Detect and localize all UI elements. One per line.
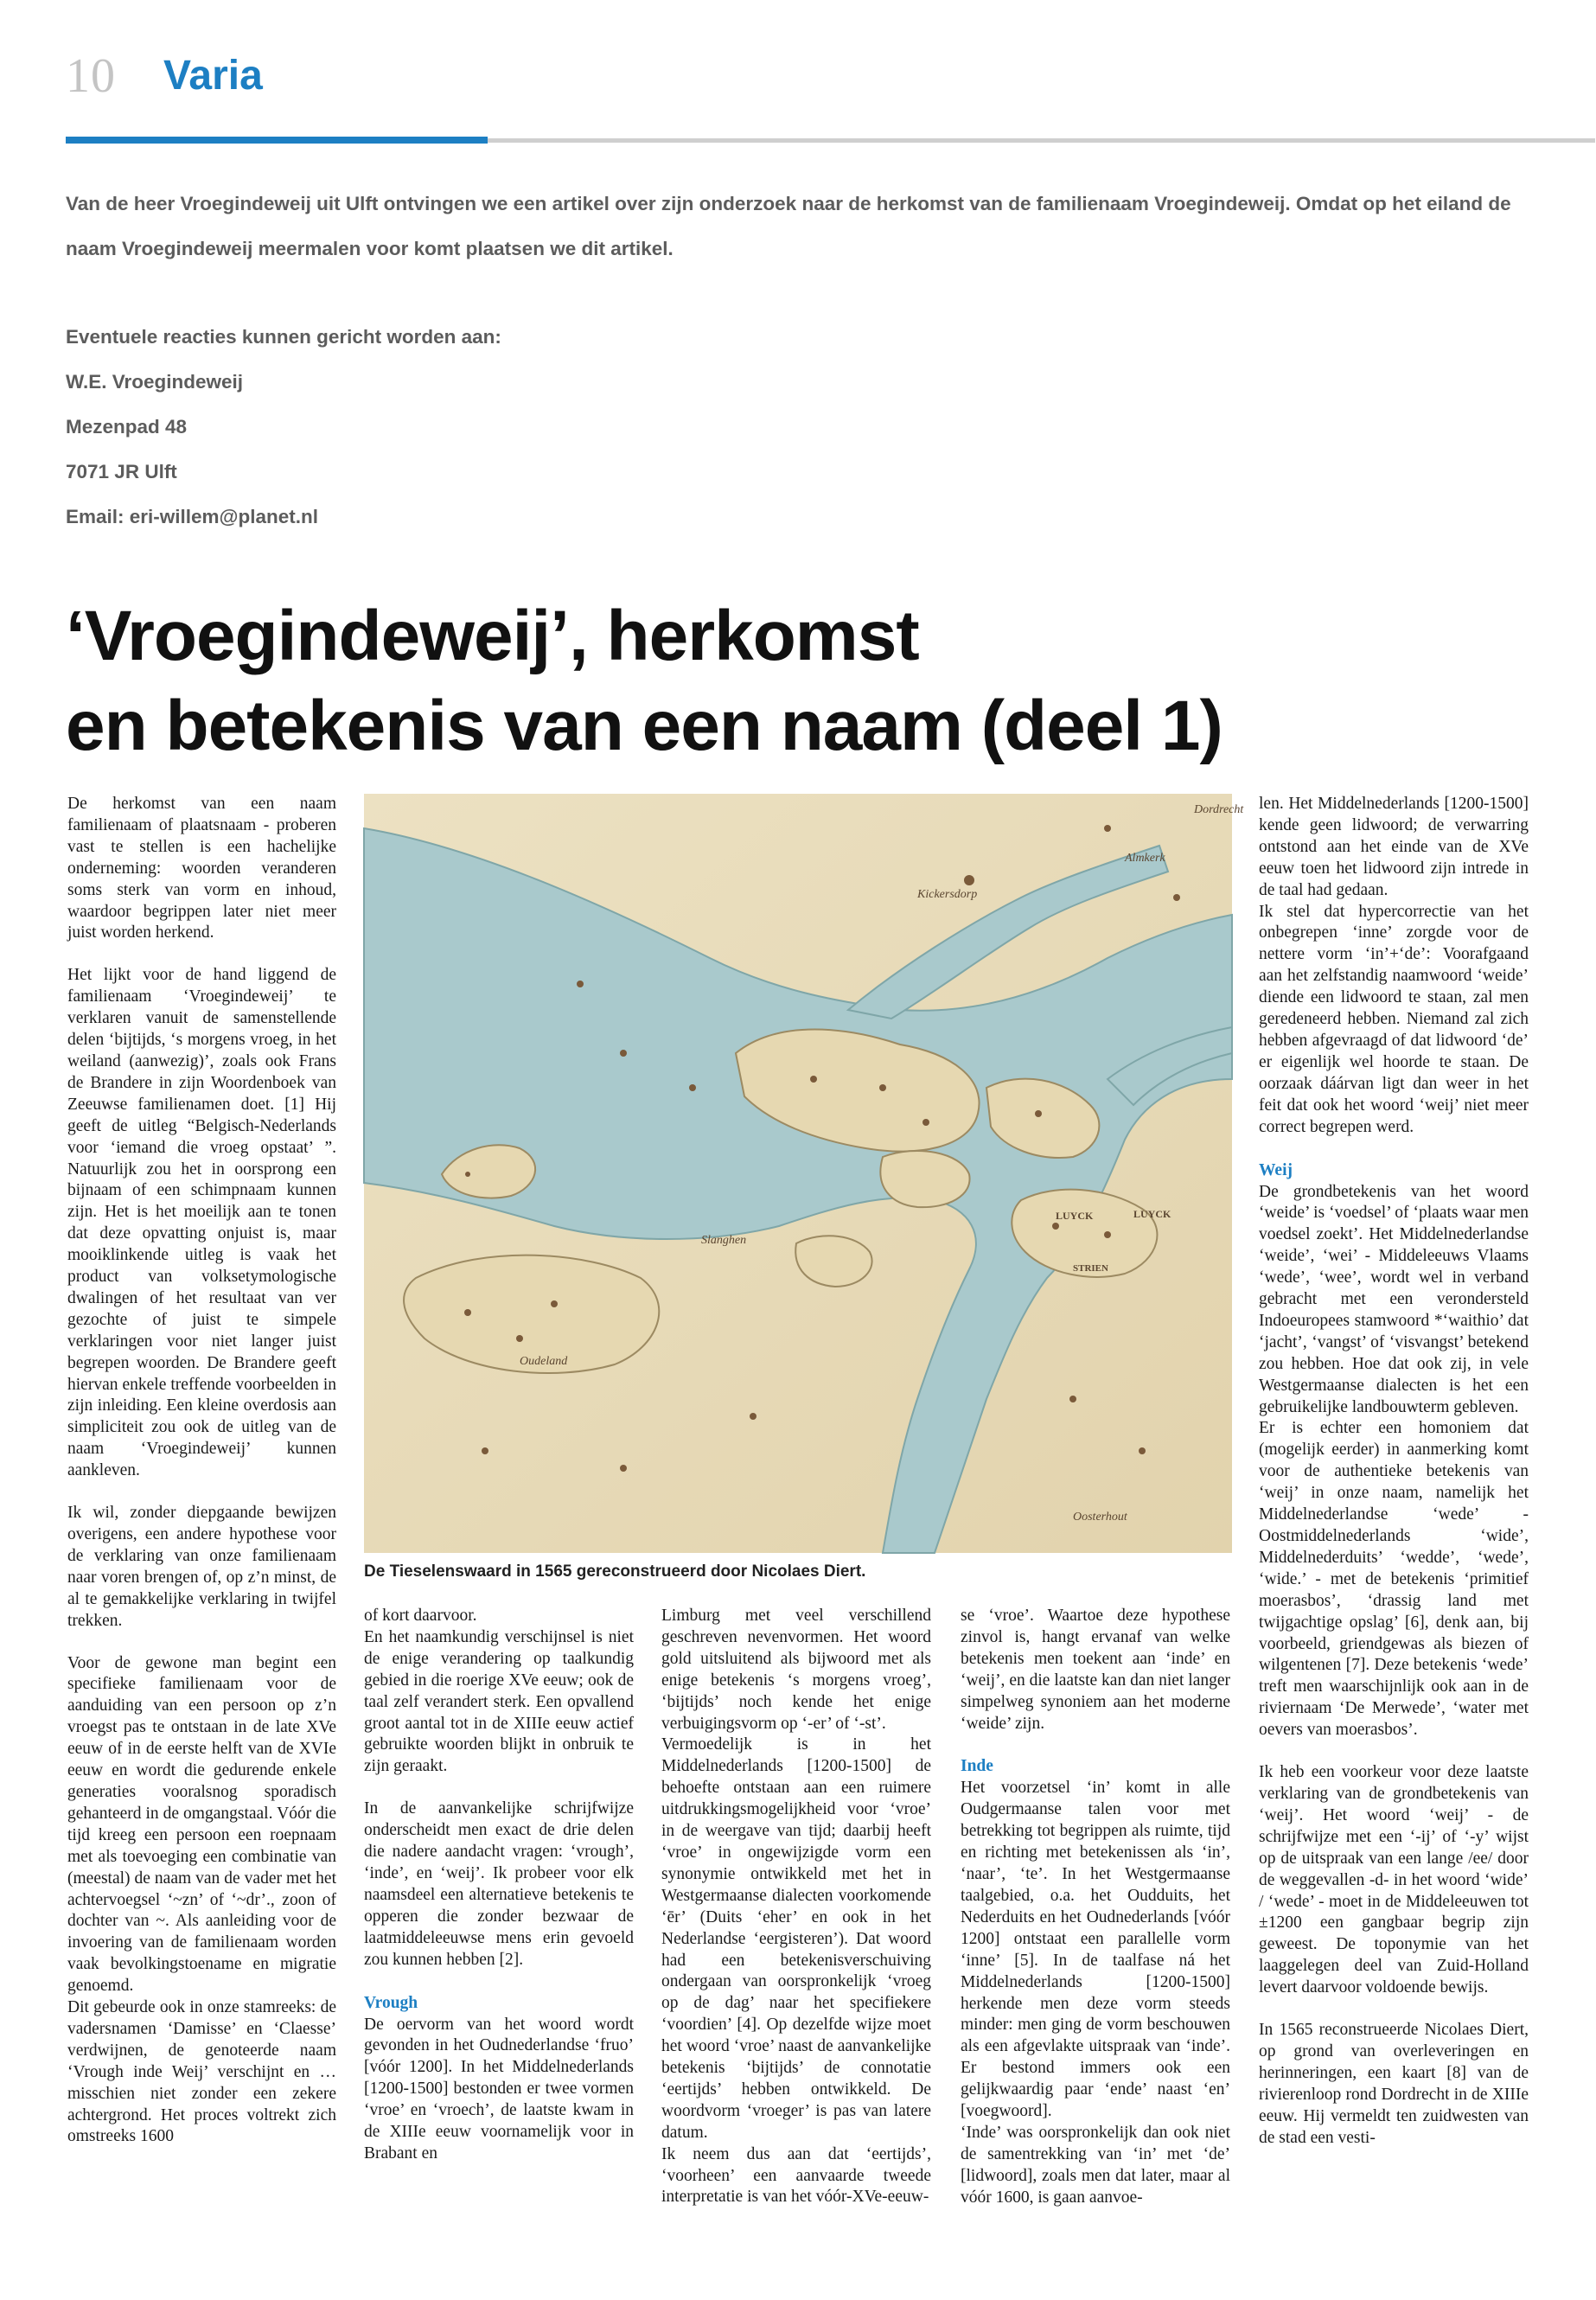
map-label: Slanghen [701,1234,747,1247]
map-label: Almkerk [1125,852,1165,865]
paragraph: Voor de gewone man begint een specifieke familienaam voor de aanduiding van een persoon op z’n vroegst pas te ontstaan in de late XVe eeuw of in de eerste helft van de XVIe eeuw en wordt die gedurende enkele generaties vooralsnog sporadisch gehanteerd in de omgangstaal. Vóór die tijd kreeg een persoon een roepnaam met als toevoeging een combinatie van (meestal) de naam van de vader met het achtervoegsel ‘~zn’ of ‘~dr’., zoon of dochter van ~. Als aanleiding voor de invoering van de familienaam worden vaak bevolkingstoename en migratie genoemd. [67,1653,336,1996]
map-label: LUYCK [1056,1210,1094,1222]
contact-block [66,315,501,540]
subheading-weij: Weij [1259,1160,1293,1179]
paragraph: Limburg met veel verschillend geschreven nevenvormen. Het woord gold uitsluitend als bijwoord met als enige betekenis ‘s morgens vroeg’, ‘bijtijds’ noch kende het enige verbuigingsvorm op ‘-er’ of ‘-st’. [661,1607,931,1733]
map-label: LUYCK [1133,1208,1171,1220]
title-line-1: ‘Vroegindeweij’, herkomst [66,597,919,675]
contact-email: Email: eri-willem@planet.nl [66,506,319,527]
text-column-4 [961,1606,1230,2209]
paragraph: De grondbetekenis van het woord ‘weide’ is ‘voedsel’ of ‘plaats waar men voedsel zoekt’. Het Middelnederlandse ‘weide’, ‘wei’ - Middeleeuws Vlaams ‘wede’, ‘wee’, wordt wel in verband gebracht met een verondersteld Indoeuropees stamwoord *‘waithio’ dat ‘jacht’, ‘vangst’ of ‘visvangst’ betekend zou hebben. Hoe dat ook zij, in vele Westgermaanse dialecten is het een gebruikelijke landbouwterm gebleven. [1259,1182,1529,1416]
subheading-inde: Inde [961,1757,993,1776]
subheading-vrough: Vrough [364,1993,418,2012]
text-column-5 [1259,794,1529,2149]
paragraph: De herkomst van een naam familienaam of plaatsnaam - proberen vast te stellen is een hachelijke onderneming: woorden veranderen soms sterk van vorm en inhoud, waardoor begrippen later niet meer juist worden herkend. [67,795,336,942]
paragraph: Vermoedelijk is in het Middelnederlands [1200-1500] de behoefte ontstaan aan een ruimere uitdrukkingsmogelijkheid voor ‘vroe’ in de weergave van tijd; daarbij heeft ‘vroe’ in ongewijzigde vorm een synonymie ontwikkeld met het in Westgermaanse dialecten voorkomende ‘ēr’ (Duits ‘eher’ en ook in het Nederlandse ‘eergisteren’). Dat woord had een betekenisverschuiving ondergaan van oorspronkelijk ‘vroeg op de dag’ naar het specifiekere ‘voordien’ [4]. Op dezelfde wijze moet het woord ‘vroe’ naast de aanvankelijke betekenis ‘bijtijds’ de connotatie ‘eertijds’ hebben ontwikkeld. De woordvorm ‘vroeger’ is pas van latere datum. [661,1735,931,2142]
paragraph: len. Het Middelnederlands [1200-1500] kende geen lidwoord; de verwarring ontstond aan het einde van de XVe eeuw toen het lidwoord zijn intrede in de taal had gedaan. [1259,795,1529,899]
page-header [66,45,1596,123]
paragraph: En het naamkundig verschijnsel is niet de enige verandering op taalkundig gebied in die roerige XVe eeuw; ook de taal zelf verandert sterk. Een opvallend groot aantal tot in de XIIIe eeuw actief gebruikte woorden blijkt in onbruik te zijn geraakt. [364,1627,634,1776]
text-column-2 [364,1606,634,2165]
paragraph: Ik neem dus aan dat ‘eertijds’, ‘voorheen’ een aanvaarde tweede interpretatie is van het vóór-XVe-eeuw- [661,2144,931,2207]
header-rule-accent [66,137,488,144]
paragraph: Dit gebeurde ook in onze stamreeks: de vadersnamen ‘Damisse’ en ‘Claesse’ verdwijnen, de genoteerde naam ‘Vrough inde Weij’ verschijnt en … misschien niet zonder een zekere achtergrond. Het proces voltrekt zich omstreeks 1600 [67,1998,336,2146]
article-title [66,591,1223,771]
map-label: Kickersdorp [917,888,978,901]
contact-name: W.E. Vroegindeweij [66,371,244,393]
page-number: 10 [66,49,116,103]
map-label: Oudeland [520,1355,568,1368]
paragraph: Ik stel dat hypercorrectie van het onbegrepen ‘inne’ zorgde voor de nettere vorm ‘in’+‘de’: Voorafgaand aan het zelfstandig naamwoord ‘weide’ diende een lidwoord te staan, zal men geredeneerd hebben. Niemand zal zich hebben afgevraagd of dat lidwoord ‘de’ er eigenlijk wel hoorde te staan. De oorzaak dáárvan ligt dan weer in het feit dat ook het woord ‘weij’ niet meer correct begrepen werd. [1259,902,1529,1136]
contact-street: Mezenpad 48 [66,416,188,438]
text-column-1 [67,794,336,2148]
contact-city: 7071 JR Ulft [66,461,177,482]
title-line-2: en betekenis van een naam (deel 1) [66,687,1223,765]
section-title: Varia [163,53,263,99]
header-rule [488,138,1595,143]
text-column-3 [661,1606,931,2208]
paragraph: De oervorm van het woord wordt gevonden in het Oudnederlandse ‘fruo’ [vóór 1200]. In het Middelnederlands [1200-1500] bestonden er twee vormen ‘vroe’ en ‘vroech’, de laatste kwam in de XIIIe eeuw voornamelijk voor in Brabant en [364,2015,634,2163]
map-label: STRIEN [1073,1263,1108,1274]
paragraph: of kort daarvoor. [364,1607,477,1625]
paragraph: In 1565 reconstrueerde Nicolaes Diert, op grond van overleveringen en herinneringen, een kaart [8] van de rivierenloop rond Dordrecht in de XIIIe eeuw. Hij vermeldt ten zuidwesten van de stad een vesti- [1259,2021,1529,2147]
map-label: Dordrecht [1194,803,1244,816]
intro-text: Van de heer Vroegindeweij uit Ulft ontvingen we een artikel over zijn onderzoek naar de herkomst van de familienaam Vroegindeweij. Omdat op het eiland de naam Vroegindeweij meermalen voor komt plaatsen we dit artikel. [66,193,1511,259]
editor-intro [66,182,1535,272]
paragraph: Ik heb een voorkeur voor deze laatste verklaring van de grondbetekenis van ‘weij’. Het woord ‘weij’ - de schrijfwijze met een ‘-ij’ of ‘-y’ wijst op de uitspraak van een lange /ee/ door de weggevallen -d- in het woord ‘wide’ / ‘wede’ - moet in de Middeleeuwen tot ±1200 een gangbaar begrip zijn geweest. De toponymie van het laaggelegen deel van Zuid-Holland levert daarvoor voldoende bewijs. [1259,1763,1529,1997]
paragraph: ‘Inde’ was oorspronkelijk dan ook niet de samentrekking van ‘in’ met ‘de’ [lidwoord], zoals men dat later, maar al vóór 1600, is gaan aanvoe- [961,2123,1230,2207]
paragraph: se ‘vroe’. Waartoe deze hypothese zinvol is, hangt ervanaf van welke betekenis men toekent aan ‘inde’ en ‘weij’, en die laatste kan dan niet langer simpelweg synoniem aan het moderne ‘weide’ zijn. [961,1607,1230,1733]
map-label: Oosterhout [1073,1511,1127,1524]
paragraph: Het voorzetsel ‘in’ komt in alle Oudgermaanse talen voor met betrekking tot begrippen als ruimte, tijd en richting met betekenissen als ‘in’, ‘naar’, ‘te’. In het Westgermaanse taalgebied, o.a. het Oudduits, het Nederduits en het Oudnederlands [vóór 1200] ontstaat een parallelle vorm ‘inne’ [5]. In de taalfase ná het Middelnederlands [1200-1500] herkende men deze vorm steeds minder: men ging de vorm beschouwen als een afgevlakte uitspraak van ‘inde’. Er bestond immers ook een gelijkwaardig paar ‘ende’ naast ‘en’ [voegwoord]. [961,1779,1230,2121]
paragraph: Ik wil, zonder diepgaande bewijzen overigens, een andere hypothese voor de verklaring van onze familienaam naar voren brengen of, op z’n minst, de al te gemakkelijke verklaring in twijfel trekken. [67,1504,336,1630]
map-island-mid [880,1151,969,1207]
figure-caption: De Tieselenswaard in 1565 gereconstrueerd door Nicolaes Diert. [364,1562,866,1581]
contact-lead: Eventuele reacties kunnen gericht worden aan: [66,326,501,348]
paragraph: In de aanvankelijke schrijfwijze onderscheidt men exact de drie delen die nadere aandacht vragen: ‘vrough’, ‘inde’, en ‘weij’. Ik probeer voor elk naamsdeel een alternatieve betekenis te opperen die zonder bezwaar de laatmiddeleeuwse mens erin gevoeld zou kunnen hebben [2]. [364,1799,634,1969]
paragraph: Het lijkt voor de hand liggend de familienaam ‘Vroegindeweij’ te verklaren vanuit de samenstellende delen ‘bijtijds, ‘s morgens vroeg, in het weiland (aanwezig)’, zoals ook Frans de Brandere in zijn Woordenboek van Zeeuwse familienamen doet. [1] Hij geeft de uitleg “Belgisch-Nederlands voor ‘iemand die vroeg opstaat’ ”. Natuurlijk zou het in oorsprong een bijnaam of een schimpnaam kunnen zijn. Het is het moeilijk aan te tonen dat deze opvatting onjuist is, maar mooiklinkende uitleg is vaak het product van volksetymologische dwalingen of het resultaat van ver gezochte of juist te simpele verklaringen voor niet langer juist begrepen woorden. De Brandere geeft hiervan enkele treffende voorbeelden in zijn inleiding. Een kleine overdosis aan simpliciteit zou ook de uitleg van de naam ‘Vroegindeweij’ kunnen aankleven. [67,966,336,1480]
historic-map-figure [364,794,1244,1553]
paragraph: Er is echter een homoniem dat (mogelijk eerder) in aanmerking komt voor de authentieke betekenis van ‘weij’ in onze naam, namelijk het Middelnederlandse ‘wede’ - Oostmiddelnederlands ‘wide’, Middelnederduits’ ‘wedde’, ‘wede’, ‘wide.’ - met de betekenis ‘primitief moerasbos’, ‘drassig land met twijgachtige opslag’ [6], denk aan, bij voorbeeld, griendgewas als biezen of wilgentenen [7]. Deze betekenis ‘wede’ treft men waarschijnlijk ook aan in de riviernaam ‘De Merwede’, ‘water met oevers van moerasbos’. [1259,1419,1529,1740]
